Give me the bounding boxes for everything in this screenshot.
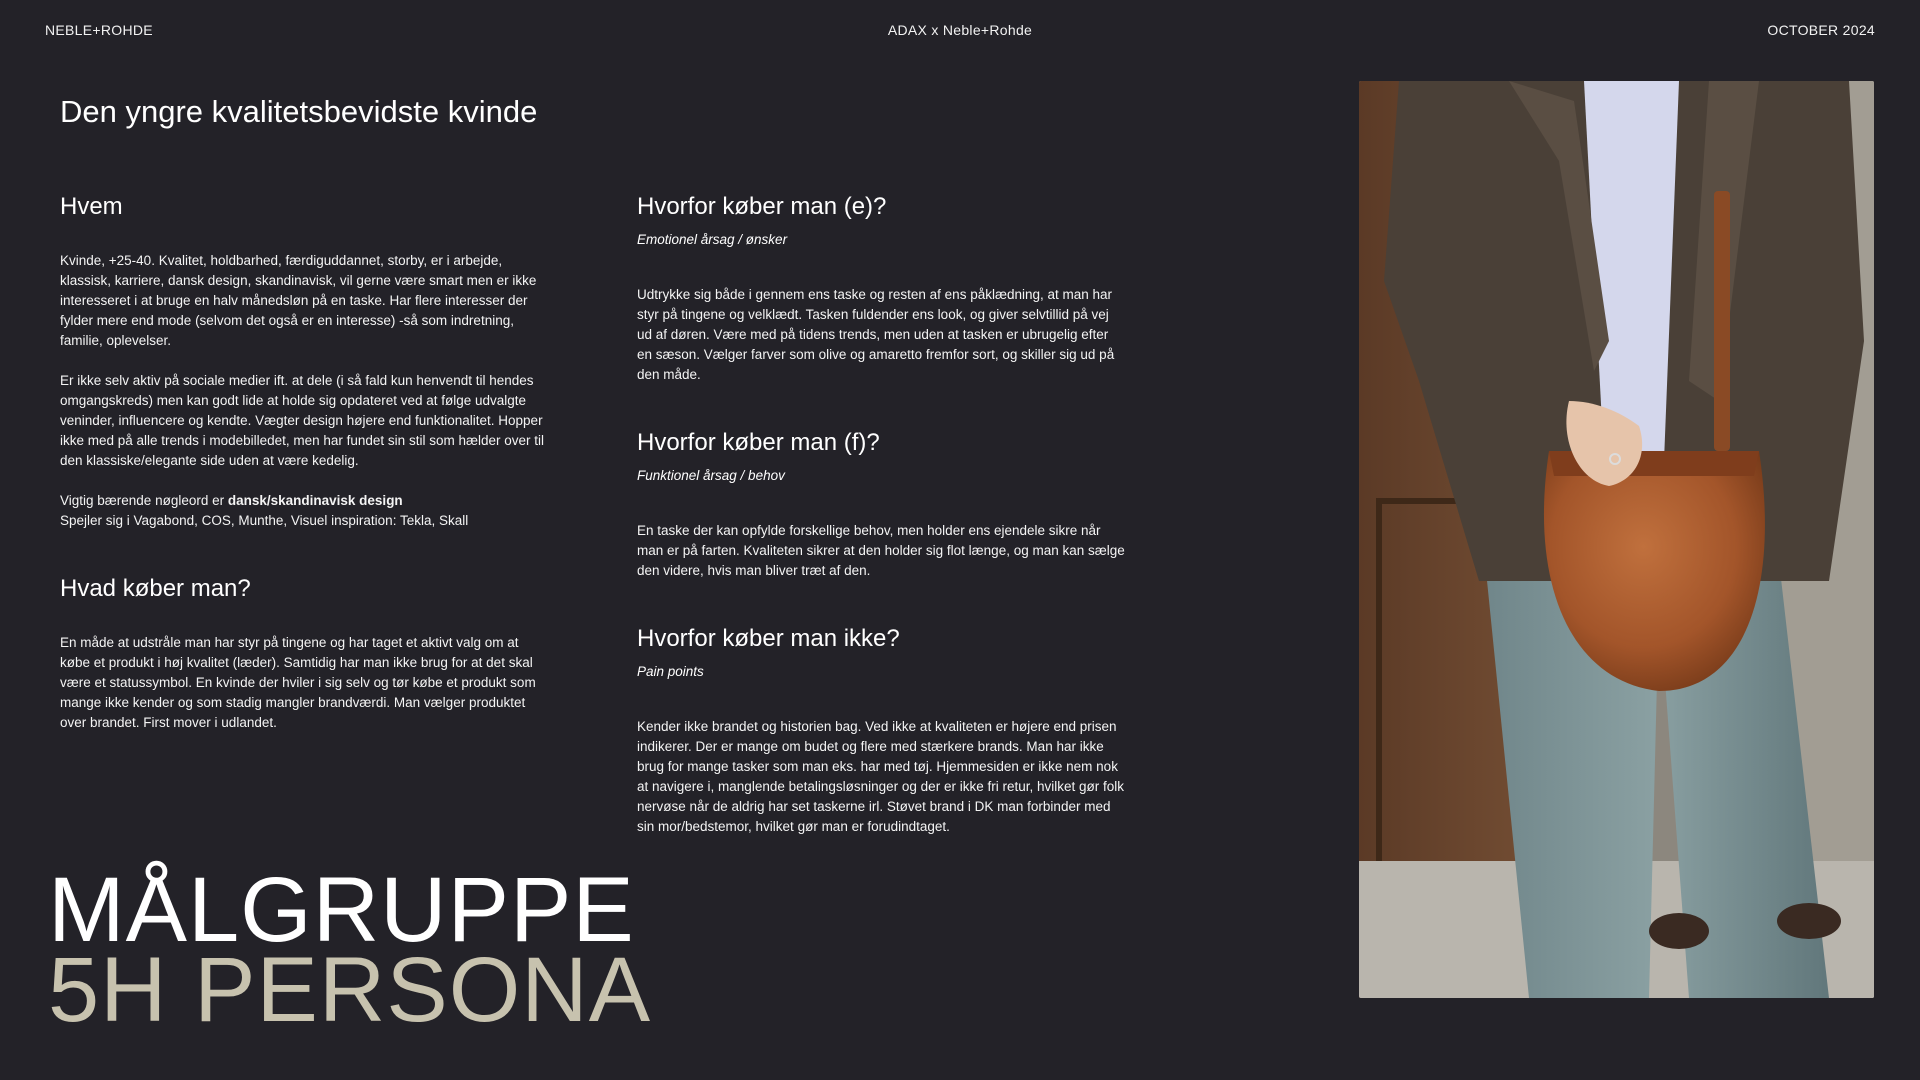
hvem-paragraph-2: Er ikke selv aktiv på sociale medier ift. at dele (i så fald kun henvendt til hendes omgangskreds) men kan godt lide at holde sig opdateret ved at følge udvalgte veninder, influencere og kendte. Vægter design højere end funktionalitet. Hopper ikke med på alle trends i modebilledet, men har fundet sin stil som hælder over til den klassiske/elegante side uden at være kedelig. [60, 373, 544, 468]
page-title: Den yngre kvalitetsbevidste kvinde [60, 94, 538, 129]
keywords-prefix: Vigtig bærende nøgleord er [60, 493, 228, 508]
big-title-line-1: MÅLGRUPPE [48, 859, 635, 961]
hvem-paragraph-1: Kvinde, +25-40. Kvalitet, holdbarhed, færdiguddannet, storby, er i arbejde, klassisk, karriere, dansk design, skandinavisk, vil gerne være smart men er ikke interesseret i at bruge en halv månedsløn på en taske. Har flere interesser der fylder mere end mode (selvom det også er en interesse) -så som indretning, familie, oplevelser. [60, 253, 537, 348]
hvorfor-f-subheading: Funktionel årsag / behov [637, 468, 785, 483]
big-title [48, 859, 652, 1041]
mirror-brands: Spejler sig i Vagabond, COS, Munthe, Visuel inspiration: Tekla, Skall [60, 513, 469, 528]
brand-logo: NEBLE+ROHDE [45, 22, 153, 38]
hvem-keywords [60, 491, 550, 531]
hvem-heading: Hvem [60, 193, 123, 220]
hvorfor-e-subheading: Emotionel årsag / ønsker [637, 232, 788, 247]
hvorfor-ikke-subheading: Pain points [637, 664, 704, 679]
section-hvorfor-f [637, 429, 1127, 581]
big-title-line-2: 5H PERSONA [48, 939, 652, 1041]
keywords-bold: dansk/skandinavisk design [227, 493, 403, 508]
section-hvad [60, 575, 550, 733]
hvad-paragraph: En måde at udstråle man har styr på tingene og har taget et aktivt valg om at købe et produkt i høj kvalitet (læder). Samtidig har man ikke brug for at det skal være et statussymbol. En kvinde der hviler i sig selv og tør købe et produkt som mange ikke kender og som stadig mangler brandværdi. Man vælger produktet over brandet. First mover i udlandet. [60, 635, 536, 730]
hvorfor-e-heading: Hvorfor køber man (e)? [637, 193, 887, 220]
persona-photo-illustration [1359, 81, 1874, 998]
hvorfor-e-paragraph: Udtrykke sig både i gennem ens taske og resten af ens påklædning, at man har styr på tingene og velklædt. Tasken fuldender ens look, og giver selvtillid på vej ud af døren. Være med på tidens trends, men uden at tasken er ubrugelig efter en sæson. Vælger farver som olive og amaretto fremfor sort, og skiller sig ud på den måde. [637, 287, 1115, 382]
section-hvorfor-ikke [637, 625, 1127, 837]
hvorfor-f-paragraph: En taske der kan opfylde forskellige behov, men holder ens ejendele sikre når man er på farten. Kvaliteten sikrer at den holder sig flot længe, og man kan sælge den videre, hvis man bliver træt af den. [637, 523, 1125, 578]
hvad-heading: Hvad køber man? [60, 575, 251, 602]
hvorfor-ikke-paragraph: Kender ikke brandet og historien bag. Ved ikke at kvaliteten er højere end prisen indikerer. Der er mange om budet og flere med stærkere brands. Man har ikke brug for mange tasker som man eks. har med tøj. Hjemmesiden er ikke nem nok at navigere i, manglende betalingsløsninger og der er ikke fri retur, hvilket gør folk nervøse når de aldrig har set taskerne irl. Støvet brand i DK man forbinder med sin mor/bedstemor, hvilket gør man er forudindtaget. [637, 719, 1124, 834]
project-title: ADAX x Neble+Rohde [887, 22, 1033, 38]
left-column [60, 193, 550, 777]
persona-photo [1359, 81, 1874, 998]
right-column [637, 193, 1127, 881]
hvorfor-ikke-heading: Hvorfor køber man ikke? [637, 625, 900, 652]
hvorfor-f-heading: Hvorfor køber man (f)? [637, 429, 880, 456]
date-label: OCTOBER 2024 [1767, 22, 1875, 38]
section-hvem [60, 193, 550, 531]
section-hvorfor-e [637, 193, 1127, 385]
